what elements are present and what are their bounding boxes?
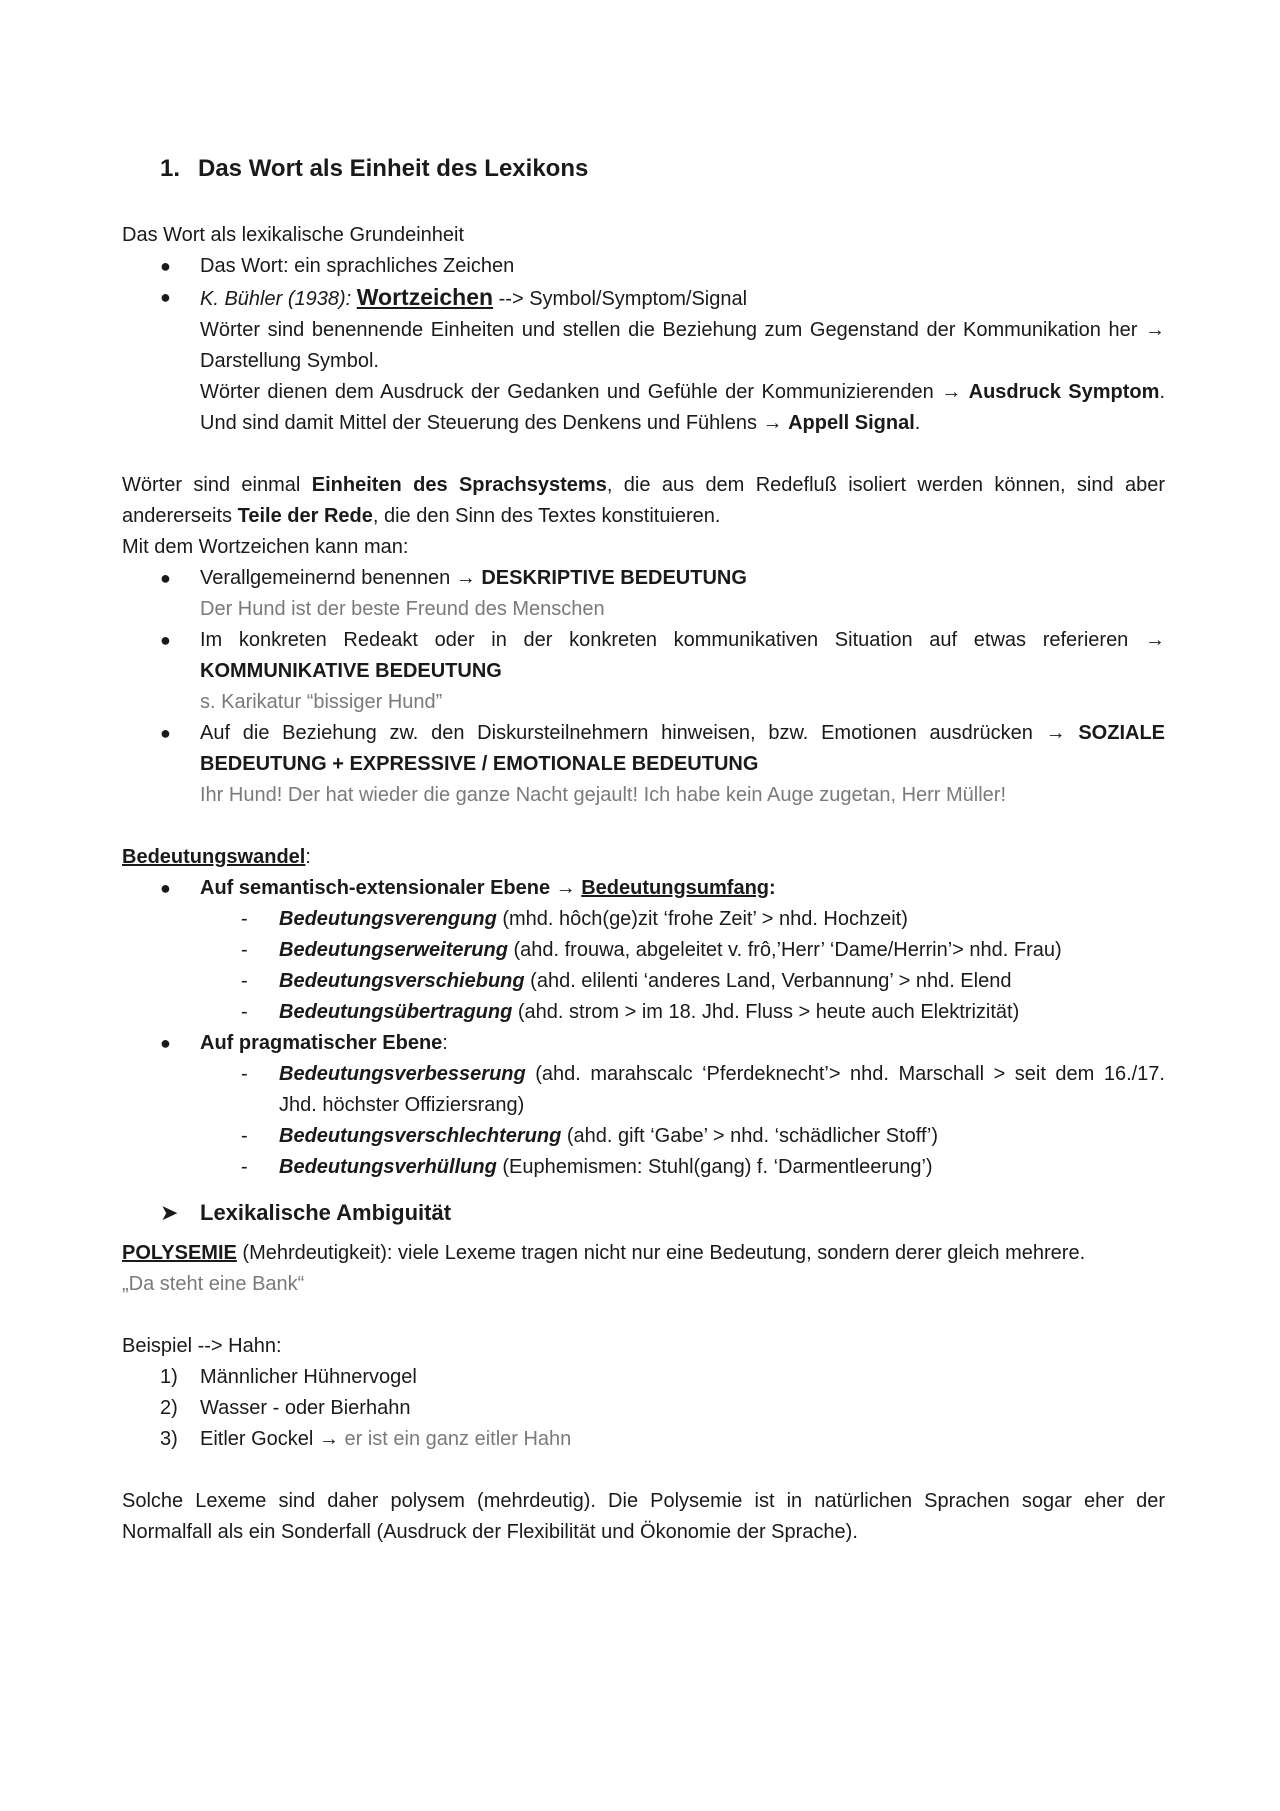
list-item (122, 873, 1165, 1028)
list-item (122, 718, 1165, 811)
term: Bedeutungserweiterung (279, 939, 508, 961)
text: Verallgemeinernd benennen (200, 567, 451, 589)
list-item (122, 1424, 1165, 1455)
text: Eitler Gockel (200, 1428, 314, 1450)
term: Bedeutungsverschlechterung (279, 1125, 562, 1147)
arrow-icon: → (1145, 319, 1165, 341)
term: Bedeutungsverhüllung (279, 1156, 497, 1178)
dash-icon: - (241, 1063, 248, 1085)
arrow-icon: → (762, 412, 783, 434)
sem-sublist (200, 904, 1165, 1028)
list-item-text: --> Symbol/Symptom/Signal (493, 288, 748, 310)
text: , die den Sinn des Textes konstituieren. (372, 505, 721, 527)
text: Auf semantisch-extensionaler Ebene (200, 877, 551, 899)
bullet-icon: ● (160, 568, 171, 588)
text: , die aus dem Redefluß isoliert werden können, sind aber andererseits (122, 474, 1166, 527)
term: Bedeutungsverengung (279, 908, 497, 930)
list-number: 1) (160, 1366, 178, 1388)
heading-text: Lexikalische Ambiguität (200, 1200, 452, 1225)
bullet-icon: ● (160, 630, 171, 650)
paragraph-text: Wörter dienen dem Ausdruck der Gedanken und Gefühle der Kommunizierenden (200, 381, 934, 403)
bullet-icon: ● (160, 878, 171, 898)
list-item (122, 625, 1165, 718)
sublist-item (122, 966, 1165, 997)
term: Bedeutungsverschiebung (279, 970, 525, 992)
arrow-icon: → (318, 1428, 339, 1450)
list-item-text: Das Wort: ein sprachliches Zeichen (200, 255, 515, 277)
pointer-arrow-icon: ➤ (160, 1200, 179, 1225)
list-item (122, 1393, 1165, 1424)
list-number: 2) (160, 1397, 178, 1419)
sublist-item (122, 935, 1165, 966)
bullet-icon: ● (160, 1033, 171, 1053)
term: POLYSEMIE (122, 1242, 237, 1264)
arrow-icon: → (1145, 629, 1165, 651)
dash-icon: - (241, 908, 248, 930)
sublist-item (122, 1121, 1165, 1152)
arrow-icon: → (555, 877, 576, 899)
sublist-item (122, 1152, 1165, 1183)
term: KOMMUNIKATIVE BEDEUTUNG (200, 660, 502, 682)
bullet-icon: ● (160, 723, 171, 743)
text: (mhd. hôch(ge)zit ‘frohe Zeit’ > nhd. Hochzeit) (496, 908, 908, 930)
arrow-icon: → (941, 381, 962, 403)
section-title: Das Wort als Einheit des Lexikons (198, 155, 589, 182)
text: Wörter sind einmal (122, 474, 312, 496)
term-ausdruck: Ausdruck Symptom (968, 381, 1160, 403)
section-number: 1. (160, 155, 181, 182)
bullet-icon: ● (160, 287, 171, 307)
ambiguity-heading (122, 1197, 1165, 1228)
wandel-heading (122, 842, 1165, 873)
example-text: Der Hund ist der beste Freund des Menschen (200, 598, 605, 620)
dash-icon: - (241, 1125, 248, 1147)
sublist-item (122, 1059, 1165, 1121)
text: Auf die Beziehung zw. den Diskursteilnehmern hinweisen, bzw. Emotionen ausdrücken (200, 722, 1033, 744)
list-item (122, 1362, 1165, 1393)
term: Bedeutungswandel (122, 846, 306, 868)
text: (ahd. strom > im 18. Jhd. Fluss > heute auch Elektrizität) (512, 1001, 1020, 1023)
hahn-list (122, 1362, 1165, 1455)
term: Bedeutungsumfang (581, 877, 770, 899)
text: (ahd. elilenti ‘anderes Land, Verbannung’ > nhd. Elend (524, 970, 1012, 992)
wandel-list (122, 873, 1165, 1183)
list-number: 3) (160, 1428, 178, 1450)
text: (ahd. gift ‘Gabe’ > nhd. ‘schädlicher Stoff’) (561, 1125, 938, 1147)
polysemie-example: „Da steht eine Bank“ (122, 1273, 305, 1295)
dash-icon: - (241, 1001, 248, 1023)
text: (ahd. frouwa, abgeleitet v. frô,’Herr’ ‘Dame/Herrin’> nhd. Frau) (507, 939, 1062, 961)
paragraph-text: Wörter sind benennende Einheiten und stellen die Beziehung zum Gegenstand der Kommunikation her (200, 319, 1138, 341)
punctuation: : (769, 877, 776, 899)
arrow-icon: → (1045, 722, 1066, 744)
term-appell: Appell Signal (788, 412, 915, 434)
list-item (122, 282, 1165, 439)
list-item (122, 251, 1165, 282)
dash-icon: - (241, 1156, 248, 1178)
text: Auf pragmatischer Ebene (200, 1032, 443, 1054)
term: Einheiten des Sprachsystems (311, 474, 607, 496)
term: DESKRIPTIVE BEDEUTUNG (481, 567, 747, 589)
bullet-icon: ● (160, 256, 171, 276)
text: (Mehrdeutigkeit): viele Lexeme tragen nicht nur eine Bedeutung, sondern derer gleich mehrere. (236, 1242, 1086, 1264)
section-heading (122, 152, 1165, 186)
punctuation: . (914, 412, 921, 434)
example-text: s. Karikatur “bissiger Hund” (200, 691, 443, 713)
text: (ahd. marahscalc ‘Pferdeknecht’> nhd. Marschall > seit dem 16./17. Jhd. höchster Offiziersrang) (279, 1063, 1165, 1116)
term: Teile der Rede (237, 505, 373, 527)
paragraph-units (122, 470, 1165, 532)
closing-paragraph: Solche Lexeme sind daher polysem (mehrdeutig). Die Polysemie ist in natürlichen Sprachen sogar eher der Normalfall als ein Sonderfall (Ausdruck der Flexibilität und Ökonomie der Sprache). (122, 1490, 1165, 1543)
term: Bedeutungsverbesserung (279, 1063, 526, 1085)
beispiel-line: Beispiel --> Hahn: (122, 1335, 282, 1357)
dash-icon: - (241, 970, 248, 992)
example-text: Ihr Hund! Der hat wieder die ganze Nacht gejault! Ich habe kein Auge zugetan, Herr Müller! (200, 784, 1007, 806)
punctuation: : (305, 846, 311, 868)
punctuation: : (442, 1032, 448, 1054)
list-item (122, 563, 1165, 625)
sublist-item (122, 997, 1165, 1028)
arrow-icon: → (455, 567, 476, 589)
sublist-item (122, 904, 1165, 935)
term-wortzeichen: Wortzeichen (356, 284, 494, 310)
author-ref: K. Bühler (1938): (200, 288, 357, 310)
example-text: er ist ein ganz eitler Hahn (344, 1428, 572, 1450)
text: Im konkreten Redeakt oder in der konkreten kommunikativen Situation auf etwas referieren (200, 629, 1129, 651)
text: (Euphemismen: Stuhl(gang) f. ‘Darmentleerung’) (496, 1156, 933, 1178)
intro-line: Das Wort als lexikalische Grundeinheit (122, 224, 465, 246)
prag-sublist (200, 1059, 1165, 1183)
dash-icon: - (241, 939, 248, 961)
list-item (122, 1028, 1165, 1183)
term: Bedeutungsübertragung (279, 1001, 513, 1023)
term: SOZIALE BEDEUTUNG + EXPRESSIVE / EMOTIONALE BEDEUTUNG (200, 722, 1166, 775)
paragraph-text: . Und sind damit Mittel der Steuerung des Denkens und Fühlens (200, 381, 1165, 434)
functions-list (122, 563, 1165, 811)
text: Männlicher Hühnervogel (200, 1366, 417, 1388)
intro-list (122, 251, 1165, 439)
polysemie-paragraph (122, 1238, 1165, 1269)
text: Wasser - oder Bierhahn (200, 1397, 411, 1419)
paragraph-lead: Mit dem Wortzeichen kann man: (122, 536, 409, 558)
paragraph-text: Darstellung Symbol. (200, 350, 379, 372)
